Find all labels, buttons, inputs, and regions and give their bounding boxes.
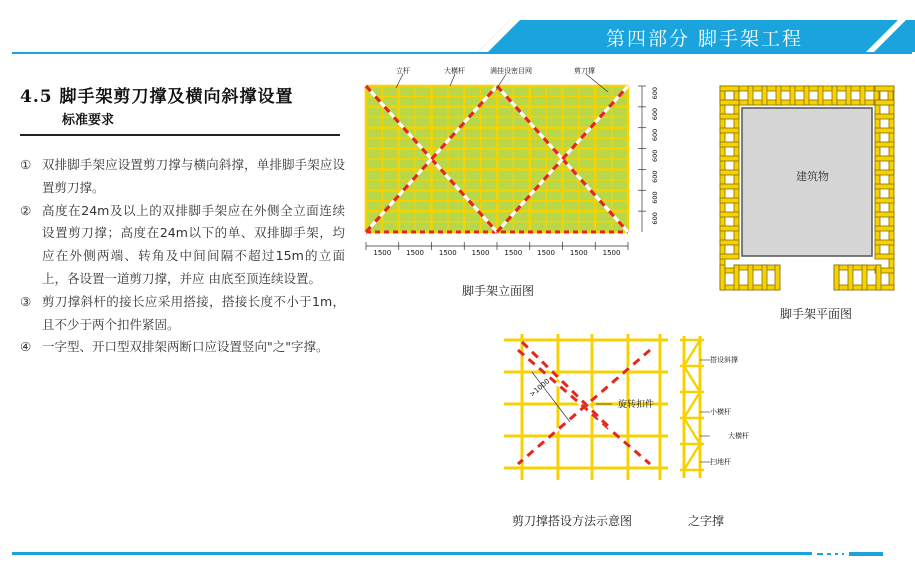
- label-ledger: 大横杆: [444, 67, 465, 75]
- plan-bar: [860, 86, 865, 105]
- vertical-dim-label: 600: [651, 128, 659, 142]
- plan-bar: [875, 170, 894, 175]
- plan-bar: [720, 240, 739, 245]
- plan-bar: [720, 100, 739, 105]
- elevation-caption: 脚手架立面图: [462, 284, 535, 298]
- plan-bar: [875, 128, 894, 133]
- plan-bar: [876, 265, 881, 290]
- label-scissor-brace: 剪刀撑: [574, 67, 595, 75]
- vertical-dim-label: 600: [651, 191, 659, 204]
- plan-bar: [875, 142, 894, 147]
- plan-bar: [834, 265, 880, 270]
- plan-bar: [832, 86, 837, 105]
- plan-bar: [875, 184, 894, 189]
- plan-bar: [720, 156, 739, 161]
- plan-bar: [875, 86, 894, 91]
- requirement-text: 剪刀撑斜杆的接长应采用搭接，搭接长度不小于1m，且不少于两个扣件紧固。: [42, 293, 345, 332]
- requirement-number: ③: [20, 293, 32, 309]
- plan-bar: [818, 86, 823, 105]
- plan-bar: [848, 265, 853, 290]
- label-safety-net: 满挂设密目网: [490, 67, 532, 75]
- requirement-number: ④: [20, 339, 32, 355]
- plan-bar: [748, 265, 753, 290]
- label-sweep-rod: 扫地杆: [710, 458, 731, 466]
- plan-bar: [762, 86, 767, 105]
- swivel-clamp-label: 旋转扣件: [618, 400, 655, 410]
- plan-bar: [776, 86, 781, 105]
- label-small-ledger: 小横杆: [710, 408, 731, 416]
- label-diagonal: 搭设斜撑: [710, 356, 738, 364]
- horizontal-dimensions: [366, 242, 628, 257]
- plan-bar: [720, 170, 739, 175]
- building-label: 建筑物: [796, 170, 829, 183]
- horizontal-dim-label: 1500: [537, 249, 555, 257]
- zig-diagonal: [684, 392, 700, 418]
- requirement-item: [20, 200, 345, 291]
- plan-bar: [720, 114, 739, 119]
- scaffold-grid: [366, 86, 628, 232]
- plan-bar: [748, 86, 753, 105]
- zig-diagonal: [684, 444, 700, 470]
- plan-bar: [875, 254, 894, 259]
- scissor-detail-drawing: [500, 332, 672, 482]
- plan-bar: [875, 114, 894, 119]
- requirement-text: 高度在24m及以上的双排脚手架应在外侧全立面连续设置剪刀撑；高度在24m以下的单、双排脚手架，均应在外侧两端、转角及中间间隔不超过15m的立面上，各设置一道剪刀撑，并应 由底至顶连续设置。: [42, 202, 345, 286]
- plan-bar: [875, 226, 894, 231]
- plan-bar: [720, 86, 739, 91]
- requirement-number: ①: [20, 157, 32, 172]
- plan-bar: [875, 100, 894, 105]
- label-ledger: 大横杆: [728, 432, 749, 440]
- plan-bar: [875, 156, 894, 161]
- zig-diagonal: [684, 366, 700, 392]
- detail-brace-dash: [522, 342, 610, 428]
- requirement-item: [20, 336, 345, 359]
- plan-bar: [762, 265, 767, 290]
- section-title: 4.5 脚手架剪刀撑及横向斜撑设置: [20, 87, 294, 107]
- plan-bar: [862, 265, 867, 290]
- requirement-text: 一字型、开口型双排架两断口应设置竖向"之"字撑。: [42, 339, 329, 355]
- scaffold-elevation-drawing: [358, 64, 658, 270]
- horizontal-dim-label: 1500: [373, 249, 392, 257]
- zigzag-caption: 之字撑: [688, 514, 725, 528]
- vertical-dim-label: 600: [651, 87, 659, 100]
- plan-bar: [804, 86, 809, 105]
- plan-bar: [775, 265, 780, 290]
- vertical-dim-label: 600: [651, 212, 659, 225]
- section-subtitle: 标准要求: [62, 113, 115, 128]
- plan-bar: [720, 265, 725, 290]
- zigzag-frame: [680, 336, 704, 478]
- plan-caption: 脚手架平面图: [780, 307, 853, 321]
- horizontal-dim-label: 1500: [471, 249, 490, 257]
- requirement-item: [20, 291, 345, 337]
- plan-bar: [720, 184, 739, 189]
- plan-bar: [720, 226, 739, 231]
- horizontal-dim-label: 1500: [569, 249, 588, 257]
- plan-bar: [790, 86, 795, 105]
- horizontal-dim-label: 1500: [602, 249, 621, 257]
- requirement-item: [20, 154, 345, 200]
- plan-bar: [720, 212, 739, 217]
- scaffold-plan-drawing: [712, 80, 902, 290]
- requirement-number: ②: [20, 202, 32, 218]
- requirements-list: [20, 154, 345, 359]
- plan-bar: [720, 128, 739, 133]
- label-upright: 立杆: [396, 67, 410, 75]
- plan-bar: [720, 254, 739, 259]
- zigzag-brace-drawing: [676, 332, 796, 482]
- plan-bar: [834, 265, 839, 290]
- horizontal-dim-label: 1500: [504, 249, 523, 257]
- footer-dots: [815, 549, 885, 559]
- detail-caption: 剪刀撑搭设方法示意图: [512, 514, 633, 528]
- vertical-dim-label: 600: [651, 107, 659, 121]
- horizontal-dim-label: 1500: [438, 249, 457, 257]
- vertical-dim-label: 600: [651, 170, 659, 183]
- zig-diagonal: [684, 418, 700, 444]
- plan-bar: [846, 86, 851, 105]
- page-header-title: 第四部分 脚手架工程: [606, 28, 804, 50]
- footer-rule: [12, 552, 812, 555]
- vertical-dimensions: [638, 86, 659, 225]
- plan-bar: [875, 198, 894, 203]
- requirement-text: 双排脚手架应设置剪刀撑与横向斜撑，单排脚手架应设置剪刀撑。: [42, 157, 345, 195]
- plan-bar: [734, 265, 739, 290]
- plan-bar: [720, 198, 739, 203]
- vertical-dim-label: 600: [651, 149, 659, 162]
- section-divider: [20, 134, 340, 136]
- plan-bar: [875, 212, 894, 217]
- plan-bar: [734, 265, 780, 270]
- zig-diagonal: [684, 340, 700, 366]
- plan-bar: [875, 240, 894, 245]
- horizontal-dim-label: 1500: [406, 249, 424, 257]
- overlap-length-label: >1000: [528, 377, 552, 399]
- plan-bar: [720, 142, 739, 147]
